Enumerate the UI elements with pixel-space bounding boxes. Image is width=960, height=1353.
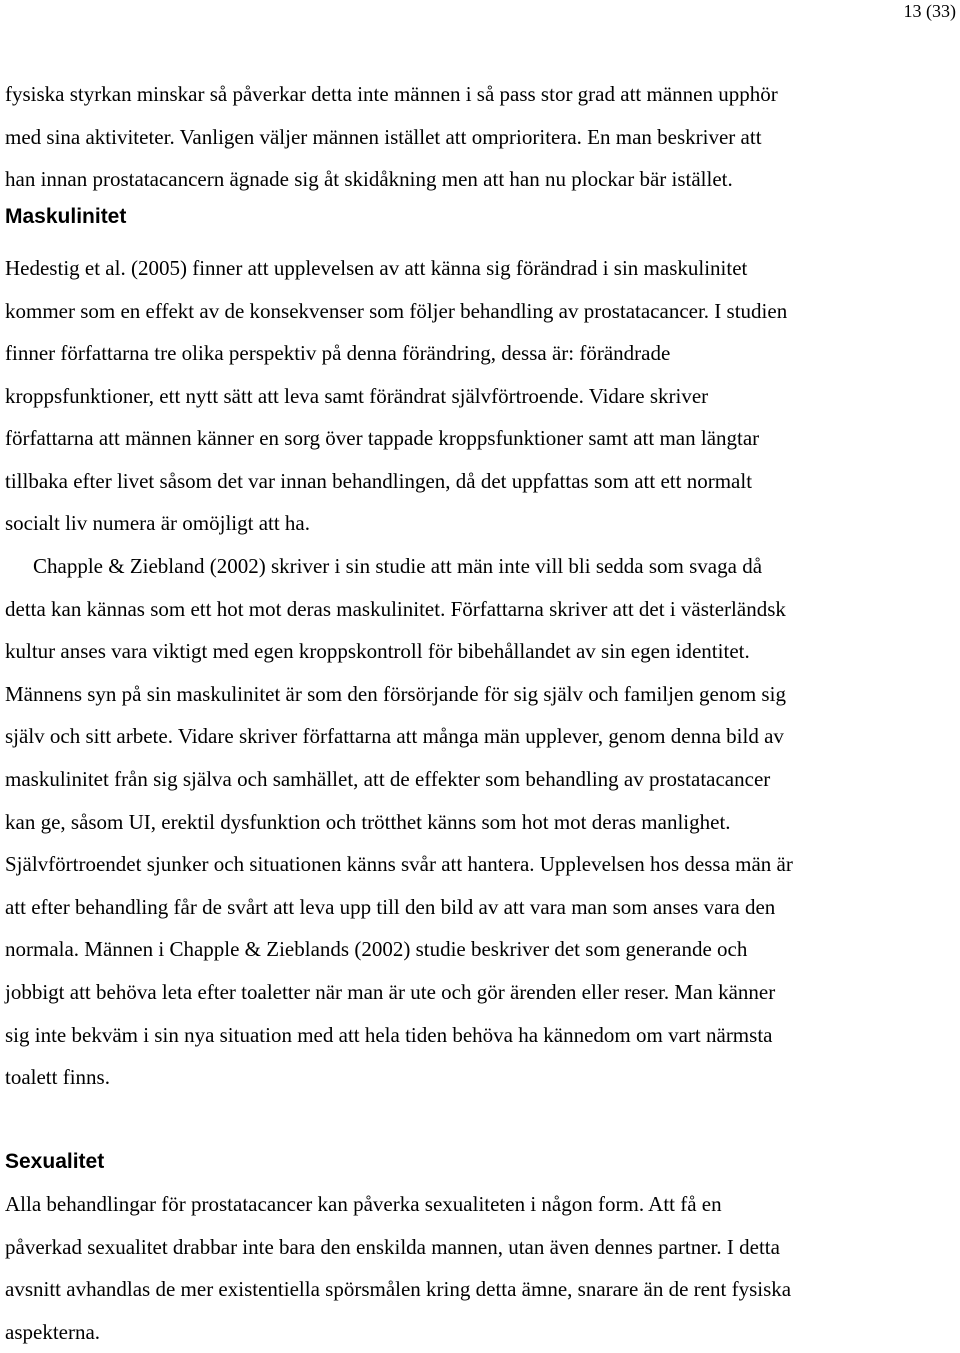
text-line: att efter behandling får de svårt att leva upp till den bild av att vara man som anses vara den: [5, 886, 955, 929]
text-line: kultur anses vara viktigt med egen kroppskontroll för bibehållandet av sin egen identitet.: [5, 630, 955, 673]
text-line: med sina aktiviteter. Vanligen väljer männen istället att omprioritera. En man beskriver att: [5, 116, 955, 159]
text-line: socialt liv numera är omöjligt att ha.: [5, 502, 955, 545]
sexualitet-heading: Sexualitet: [5, 1148, 955, 1176]
text-line: normala. Männen i Chapple & Zieblands (2002) studie beskriver det som generande och: [5, 928, 955, 971]
text-line: kroppsfunktioner, ett nytt sätt att leva samt förändrat självförtroende. Vidare skriver: [5, 375, 955, 418]
text-line: Självförtroendet sjunker och situationen känns svår att hantera. Upplevelsen hos dessa män är: [5, 843, 955, 886]
text-line: Männens syn på sin maskulinitet är som den försörjande för sig själv och familjen genom sig: [5, 673, 955, 716]
maskulinitet-heading: Maskulinitet: [5, 204, 955, 230]
text-line: finner författarna tre olika perspektiv på denna förändring, dessa är: förändrade: [5, 332, 955, 375]
text-line: kan ge, såsom UI, erektil dysfunktion och trötthet känns som hot mot deras manlighet.: [5, 801, 955, 844]
text-line: Hedestig et al. (2005) finner att upplevelsen av att känna sig förändrad i sin maskulinitet: [5, 247, 955, 290]
maskulinitet-paragraph-2: [5, 545, 955, 1099]
text-line: själv och sitt arbete. Vidare skriver författarna att många män upplever, genom denna bild av: [5, 715, 955, 758]
text-line: Alla behandlingar för prostatacancer kan påverka sexualiteten i någon form. Att få en: [5, 1183, 955, 1226]
intro-paragraph: [5, 73, 955, 201]
text-line: kommer som en effekt av de konsekvenser som följer behandling av prostatacancer. I studien: [5, 290, 955, 333]
text-line: sig inte bekväm i sin nya situation med att hela tiden behöva ha kännedom om vart närmsta: [5, 1014, 955, 1057]
maskulinitet-paragraph-1: [5, 247, 955, 545]
text-line: jobbigt att behöva leta efter toaletter när man är ute och gör ärenden eller reser. Man känner: [5, 971, 955, 1014]
page-number: 13 (33): [904, 0, 957, 22]
text-line: fysiska styrkan minskar så påverkar detta inte männen i så pass stor grad att männen upphör: [5, 73, 955, 116]
text-line: avsnitt avhandlas de mer existentiella spörsmålen kring detta ämne, snarare än de rent fysiska: [5, 1268, 955, 1311]
text-line: toalett finns.: [5, 1056, 955, 1099]
text-line: tillbaka efter livet såsom det var innan behandlingen, då det uppfattas som att ett normalt: [5, 460, 955, 503]
text-line: aspekterna.: [5, 1311, 955, 1353]
text-line: påverkad sexualitet drabbar inte bara den enskilda mannen, utan även dennes partner. I detta: [5, 1226, 955, 1269]
text-line: Chapple & Ziebland (2002) skriver i sin studie att män inte vill bli sedda som svaga då: [5, 545, 955, 588]
text-line: han innan prostatacancern ägnade sig åt skidåkning men att han nu plockar bär istället.: [5, 158, 955, 201]
text-line: maskulinitet från sig själva och samhället, att de effekter som behandling av prostatacancer: [5, 758, 955, 801]
text-line: detta kan kännas som ett hot mot deras maskulinitet. Författarna skriver att det i västerländsk: [5, 588, 955, 631]
sexualitet-paragraph: [5, 1183, 955, 1353]
text-line: författarna att männen känner en sorg över tappade kroppsfunktioner samt att man längtar: [5, 417, 955, 460]
